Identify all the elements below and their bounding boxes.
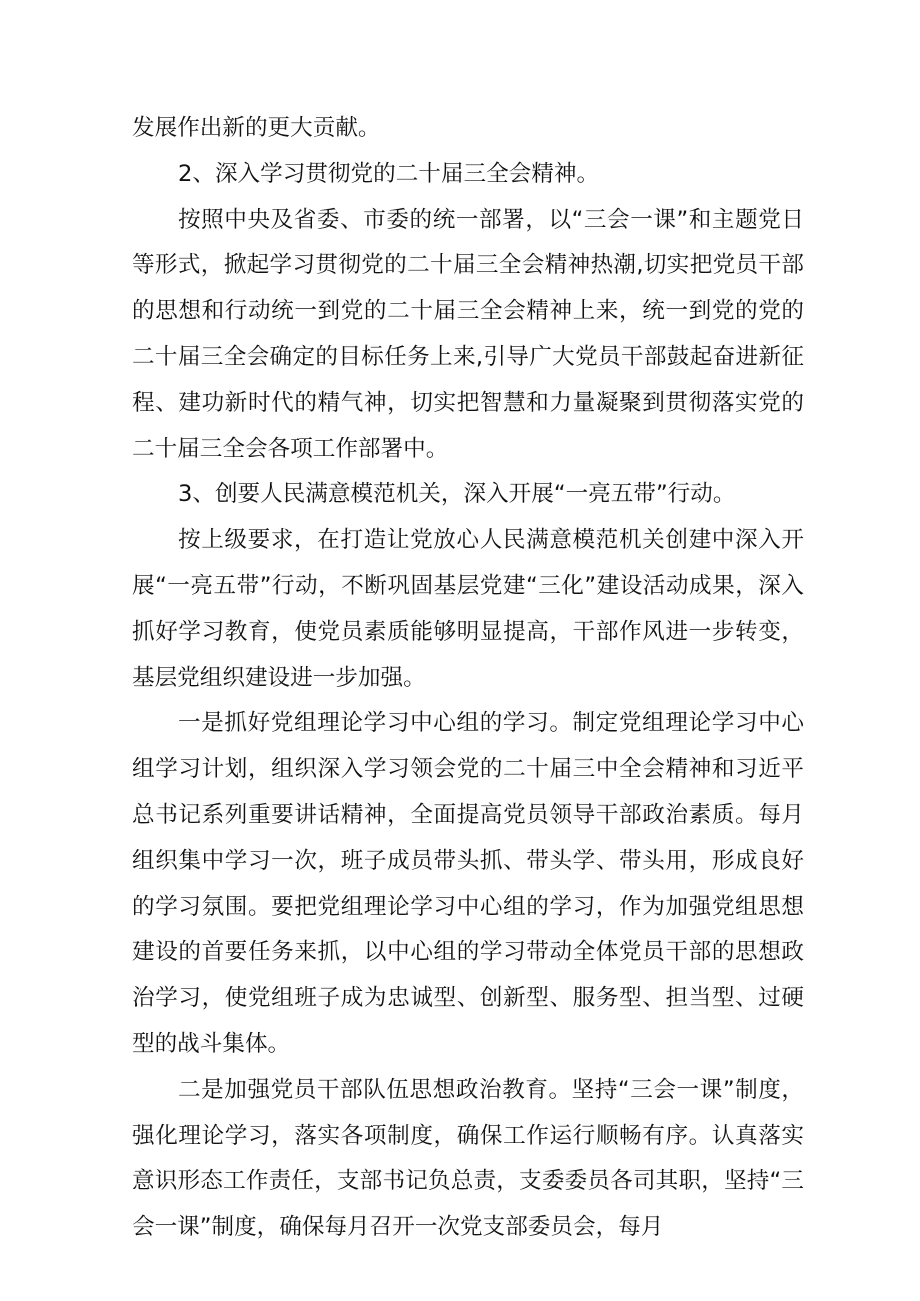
body-paragraph: 按照中央及省委、市委的统一部署，以“三会一课”和主题党日等形式，掀起学习贯彻党的二十届三全会精神热潮,切实把党员干部的思想和行动统一到党的二十届三全会精神上来，统一到党的党的二十届三全会确定的目标任务上来,引导广大党员干部鼓起奋进新征程、建功新时代的精气神，切实把智慧和力量凝聚到贯彻落实党的二十届三全会各项工作部署中。 xyxy=(132,206,804,462)
body-paragraph: 按上级要求，在打造让党放心人民满意模范机关创建中深入开展“一亮五带”行动，不断巩固基层党建“三化”建设活动成果，深入抓好学习教育，使党员素质能够明显提高，干部作风进一步转变，基层党组织建设进一步加强。 xyxy=(132,527,804,691)
section-heading-3: 3、创要人民满意模范机关，深入开展“一亮五带”行动。 xyxy=(178,481,736,508)
section-heading-2: 2、深入学习贯彻党的二十届三全会精神。 xyxy=(178,160,600,187)
body-paragraph: 二是加强党员干部队伍思想政治教育。坚持“三会一课”制度，强化理论学习，落实各项制度，确保工作运行顺畅有序。认真落实意识形态工作责任，支部书记负总责，支委委员各司其职，坚持“三会一课”制度，确保每月召开一次党支部委员会，每月 xyxy=(132,1076,804,1241)
body-paragraph: 一是抓好党组理论学习中心组的学习。制定党组理论学习中心组学习计划，组织深入学习领会党的二十届三中全会精神和习近平总书记系列重要讲话精神，全面提高党员领导干部政治素质。每月组织集中学习一次，班子成员带头抓、带头学、带头用，形成良好的学习氛围。要把党组理论学习中心组的学习，作为加强党组思想建设的首要任务来抓，以中心组的学习带动全体党员干部的思想政治学习，使党组班子成为忠诚型、创新型、服务型、担当型、过硬型的战斗集体。 xyxy=(132,710,804,1057)
body-paragraph: 发展作出新的更大贡献。 xyxy=(132,115,381,141)
document-body xyxy=(132,106,804,1251)
